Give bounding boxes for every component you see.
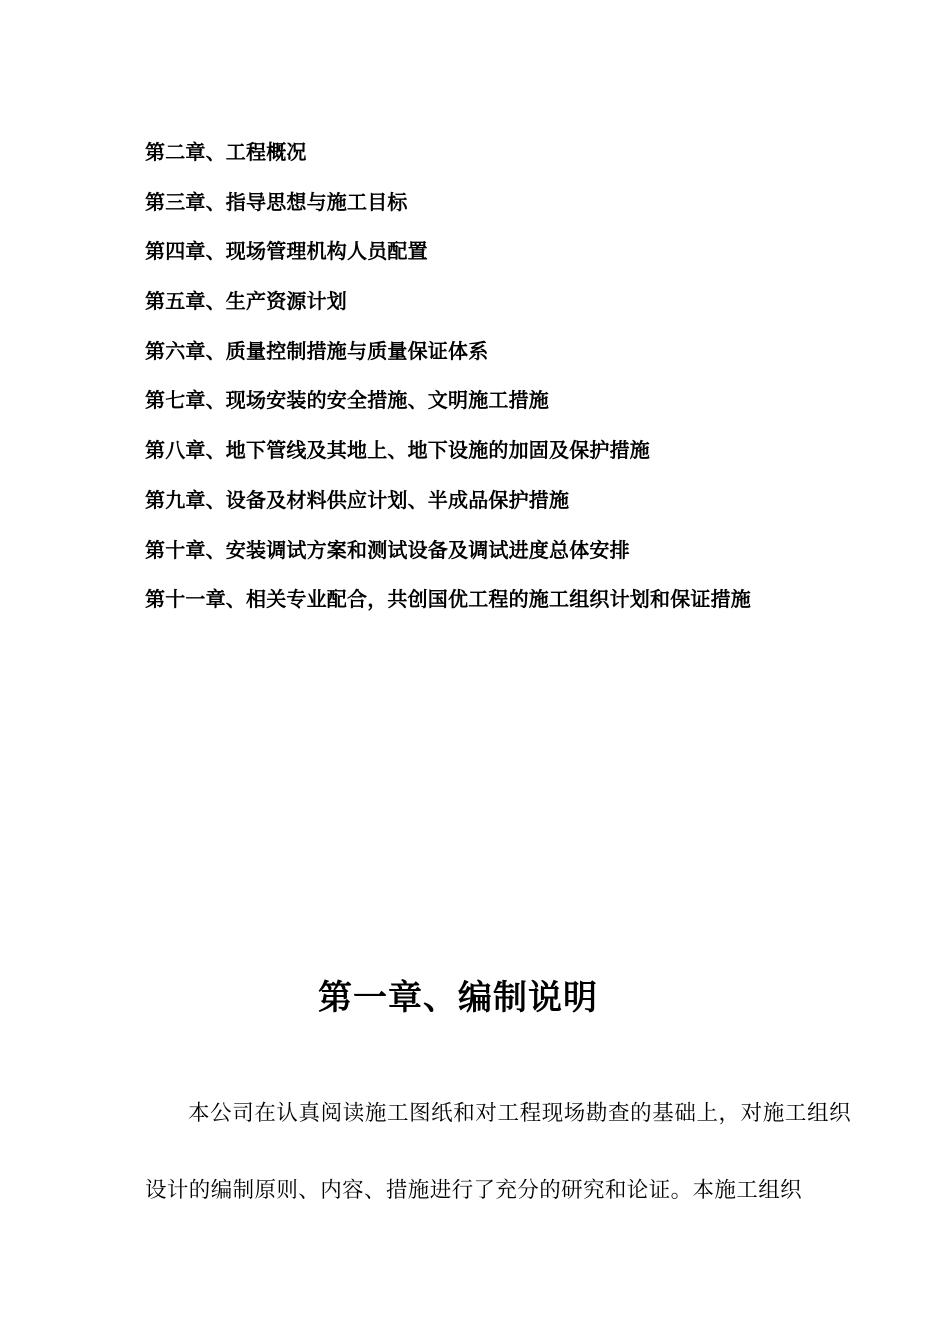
body-paragraph: 本公司在认真阅读施工图纸和对工程现场勘查的基础上，对施工组织设计的编制原则、内容、措施进行了充分的研究和论证。本施工组织: [145, 1101, 851, 1203]
toc-item-chapter-5: 第五章、生产资源计划: [145, 289, 347, 314]
table-of-contents: [145, 138, 865, 635]
toc-item-chapter-8: 第八章、地下管线及其地上、地下设施的加固及保护措施: [145, 438, 650, 463]
toc-item-chapter-11: 第十一章、相关专业配合，共创国优工程的施工组织计划和保证措施: [145, 587, 751, 612]
toc-item-chapter-10: 第十章、安装调试方案和测试设备及调试进度总体安排: [145, 537, 630, 562]
toc-item-chapter-3: 第三章、指导思想与施工目标: [145, 189, 408, 214]
toc-item-chapter-9: 第九章、设备及材料供应计划、半成品保护措施: [145, 487, 570, 512]
toc-item-chapter-7: 第七章、现场安装的安全措施、文明施工措施: [145, 388, 549, 413]
chapter-title: 第一章、编制说明: [318, 978, 598, 1018]
toc-item-chapter-4: 第四章、现场管理机构人员配置: [145, 239, 428, 264]
toc-item-chapter-6: 第六章、质量控制措施与质量保证体系: [145, 338, 489, 363]
toc-item-chapter-2: 第二章、工程概况: [145, 140, 307, 164]
